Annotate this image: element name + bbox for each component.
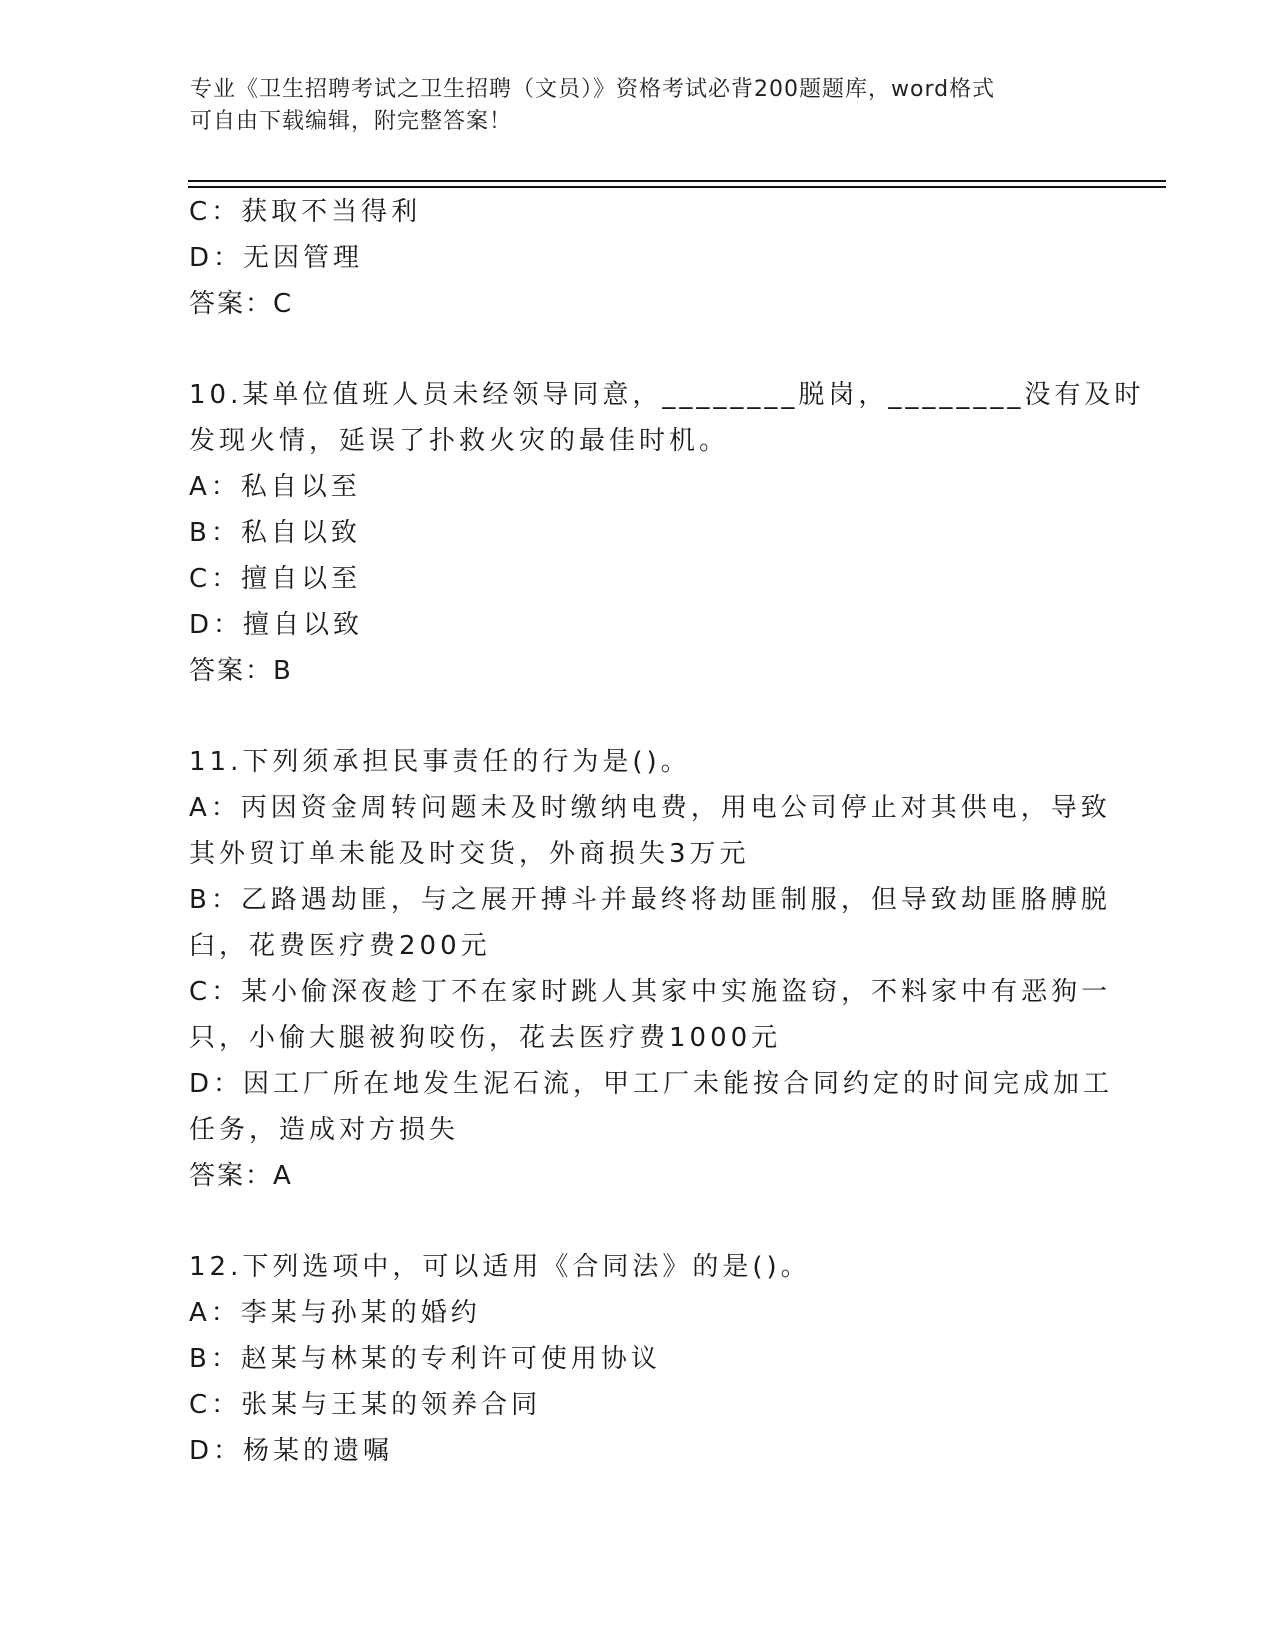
option-d: D：杨某的遗嘱 <box>189 1436 394 1466</box>
option-d: D：无因管理 <box>189 243 364 273</box>
option-b: B：私自以致 <box>189 518 361 548</box>
answer-label: 答案： <box>189 1161 274 1191</box>
option-c: C：张某与王某的领养合同 <box>189 1390 542 1420</box>
option-c: C：某小偷深夜趁丁不在家时跳人其家中实施盗窃，不料家中有恶狗一 <box>189 977 1112 1007</box>
answer-value: B <box>273 656 293 686</box>
header-rule-top <box>188 180 1166 182</box>
header-line-1: 专业《卫生招聘考试之卫生招聘（文员）》资格考试必背200题题库，word格式 <box>190 77 996 102</box>
option-d: D：因工厂所在地发生泥石流，甲工厂未能按合同约定的时间完成加工 <box>189 1069 1114 1099</box>
answer-label: 答案： <box>189 656 274 686</box>
option-a: A：私自以至 <box>189 472 361 502</box>
question-10 <box>189 372 1145 694</box>
option-c-continued: 只，小偷大腿被狗咬伤，花去医疗费1000元 <box>189 1023 782 1053</box>
option-d: D：擅自以致 <box>189 610 364 640</box>
answer-value: C <box>273 289 294 319</box>
question-content <box>189 189 1145 1474</box>
option-a: A：丙因资金周转问题未及时缴纳电费，用电公司停止对其供电，导致 <box>189 793 1111 823</box>
question-11 <box>189 739 1114 1199</box>
prev-question <box>189 189 1089 327</box>
header-rule-bottom <box>188 186 1166 188</box>
option-b-continued: 臼，花费医疗费200元 <box>189 931 491 961</box>
option-a: A：李某与孙某的婚约 <box>189 1298 481 1328</box>
option-c: C：获取不当得利 <box>189 197 422 227</box>
question-stem: 11.下列须承担民事责任的行为是()。 <box>189 747 691 777</box>
question-stem-continued: 发现火情，延误了扑救火灾的最佳时机。 <box>189 426 730 456</box>
option-b: B：赵某与林某的专利许可使用协议 <box>189 1344 661 1374</box>
question-stem: 12.下列选项中，可以适用《合同法》的是()。 <box>189 1252 811 1282</box>
option-d-continued: 任务，造成对方损失 <box>189 1115 460 1145</box>
header-line-2: 可自由下载编辑，附完整答案！ <box>190 109 513 134</box>
question-12 <box>189 1244 1089 1474</box>
answer-line <box>189 648 1089 694</box>
option-a-continued: 其外贸订单未能及时交货，外商损失3万元 <box>189 839 750 869</box>
answer-label: 答案： <box>189 289 274 319</box>
document-header <box>190 74 1090 138</box>
answer-value: A <box>273 1161 293 1191</box>
question-stem: 10.某单位值班人员未经领导同意，________脱岗，________没有及时 <box>189 380 1145 410</box>
option-c: C：擅自以至 <box>189 564 362 594</box>
answer-line <box>189 281 1089 327</box>
option-b: B：乙路遇劫匪，与之展开搏斗并最终将劫匪制服，但导致劫匪胳膊脱 <box>189 885 1111 915</box>
answer-line <box>189 1153 1089 1199</box>
